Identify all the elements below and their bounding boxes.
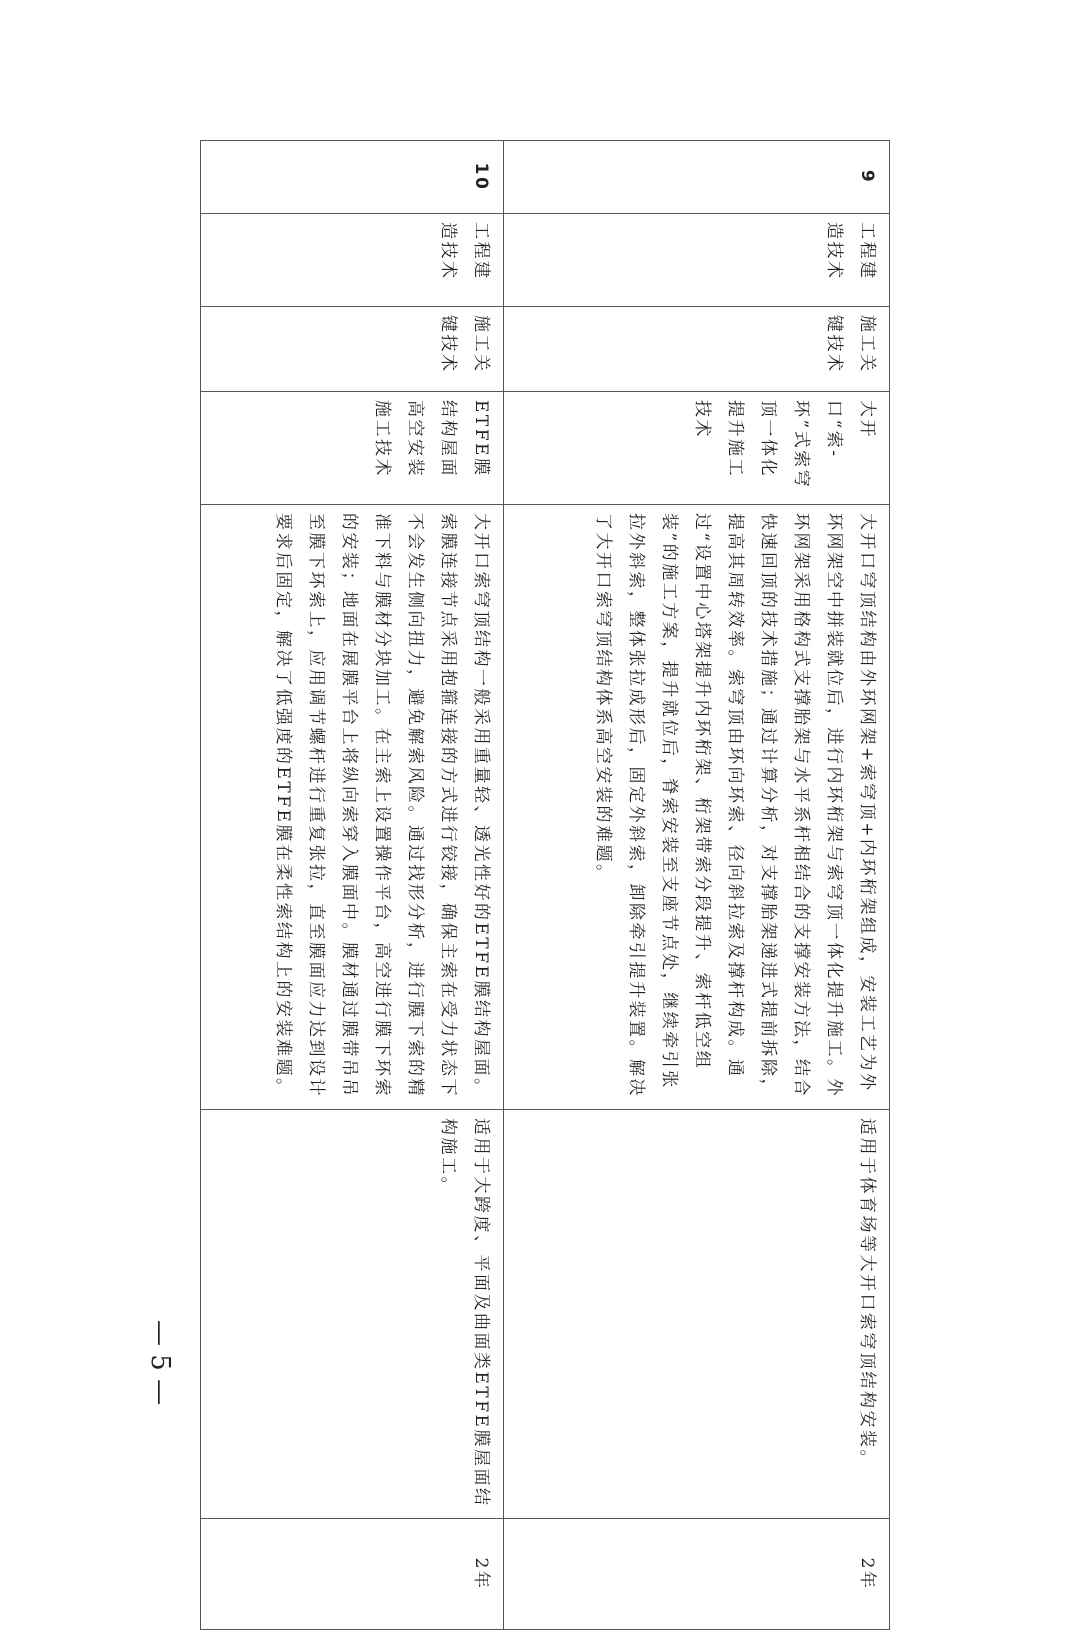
row-term: 2年 [504, 1519, 890, 1630]
row-category: 工程建造技术 [504, 214, 890, 307]
table-row [201, 141, 504, 1630]
row-scope: 适用于大跨度、平面及曲面类ETFE膜屋面结构施工。 [201, 1110, 504, 1519]
row-description: 大开口穹顶结构由外环网架+索穹顶+内环桁架组成，安装工艺为外环网架空中拼装就位后，进行内环桁架与索穹顶一体化提升施工。外环网架采用格构式支撑胎架与水平系杆相结合的支撑安装方法，结合快速回顶的技术措施；通过计算分析，对支撑胎架递进式提前拆除，提高其周转效率。索穹顶由环向环索、径向斜拉索及撑杆构成。通过“设置中心塔架提升内环桁架、桁架带索分段提升、索杆低空组装”的施工方案，提升就位后，脊索安装至支座节点处，继续牵引张拉外斜索，整体张拉成形后，固定外斜索，卸除牵引提升装置。解决了大开口索穹顶结构体系高空安装的难题。 [504, 505, 890, 1110]
row-category: 工程建造技术 [201, 214, 504, 307]
row-type: 施工关键技术 [504, 307, 890, 392]
row-description: 大开口索穹顶结构一般采用重量轻、透光性好的ETFE膜结构屋面。索膜连接节点采用抱箍连接的方式进行铰接，确保主索在受力状态下不会发生侧向扭力，避免解索风险。通过找形分析，进行膜下索的精准下料与膜材分块加工。在主索上设置操作平台，高空进行膜下环索的安装；地面在展膜平台上将纵向索穿入膜面中。膜材通过膜带吊吊至膜下环索上，应用调节螺杆进行重复张拉，直至膜面应力达到设计要求后固定，解决了低强度的ETFE膜在柔性索结构上的安装难题。 [201, 505, 504, 1110]
row-term: 2年 [201, 1519, 504, 1630]
row-scope: 适用于体育场等大开口索穹顶结构安装。 [504, 1110, 890, 1519]
table-row [504, 141, 890, 1630]
row-technology-name: ETFE膜结构屋面高空安装施工技术 [201, 392, 504, 505]
technology-table [200, 140, 890, 1630]
row-number: 10 [201, 141, 504, 214]
row-number: 9 [504, 141, 890, 214]
row-technology-name: 大开口“索-环”式索穹顶一体化提升施工技术 [504, 392, 890, 505]
page-number: — 5 — [145, 1320, 175, 1406]
rotated-table-sheet [200, 140, 890, 1591]
row-type: 施工关键技术 [201, 307, 504, 392]
